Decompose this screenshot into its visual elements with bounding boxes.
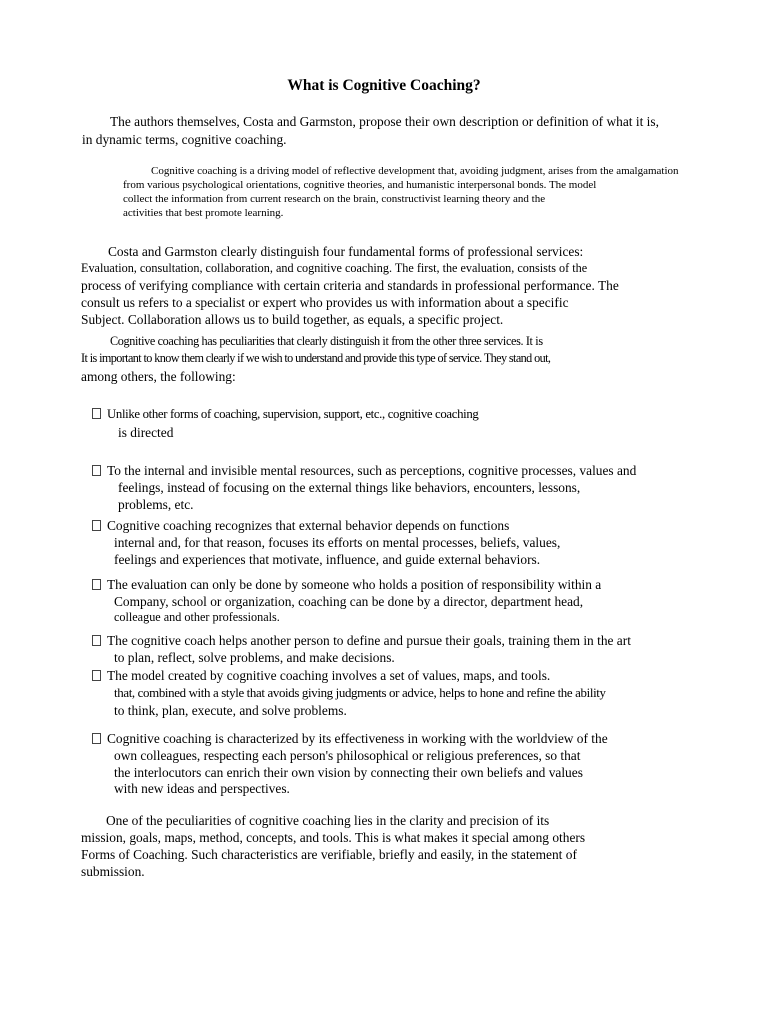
quote-line: collect the information from current research on the brain, constructivist learning theory and the [123, 193, 546, 205]
paragraph-line: It is important to know them clearly if we wish to understand and provide this type of service. They stand out, [81, 351, 551, 365]
bullet-box-icon [92, 635, 101, 646]
quote-line: from various psychological orientations, cognitive theories, and humanistic interpersonal bonds. The model [123, 179, 597, 191]
paragraph-line: One of the peculiarities of cognitive coaching lies in the clarity and precision of its [106, 813, 550, 828]
quote-line: activities that best promote learning. [123, 207, 284, 219]
bullet-continuation: feelings, instead of focusing on the external things like behaviors, encounters, lessons, [118, 480, 581, 495]
intro-line: in dynamic terms, cognitive coaching. [82, 132, 287, 147]
bullet-box-icon [92, 465, 101, 476]
paragraph-line: Subject. Collaboration allows us to build together, as equals, a specific project. [81, 312, 504, 327]
paragraph-line: process of verifying compliance with certain criteria and standards in professional performance. The [81, 278, 619, 293]
bullet-item [92, 576, 601, 593]
bullet-item [92, 462, 636, 479]
bullet-box-icon [92, 670, 101, 681]
bullet-box-icon [92, 579, 101, 590]
bullet-continuation: Company, school or organization, coaching can be done by a director, department head, [114, 594, 584, 609]
paragraph-line: Costa and Garmston clearly distinguish four fundamental forms of professional services: [108, 244, 584, 259]
bullet-text: The evaluation can only be done by someone who holds a position of responsibility within a [107, 577, 602, 592]
bullet-item [92, 406, 478, 423]
bullet-item [92, 730, 608, 747]
bullet-continuation: with new ideas and perspectives. [114, 781, 290, 796]
document-title: What is Cognitive Coaching? [287, 77, 481, 94]
bullet-text: To the internal and invisible mental resources, such as perceptions, cognitive processes, values and [107, 463, 637, 478]
bullet-item [92, 517, 509, 534]
bullet-text: The model created by cognitive coaching involves a set of values, maps, and tools. [107, 668, 551, 683]
quote-line: Cognitive coaching is a driving model of reflective development that, avoiding judgment, arises from the amalgamation [151, 165, 679, 177]
bullet-box-icon [92, 733, 101, 744]
bullet-box-icon [92, 520, 101, 531]
paragraph-line: consult us refers to a specialist or expert who provides us with information about a specific [81, 295, 569, 310]
bullet-text: Cognitive coaching is characterized by its effectiveness in working with the worldview of the [107, 731, 608, 746]
bullet-text: Unlike other forms of coaching, supervision, support, etc., cognitive coaching [107, 407, 479, 421]
bullet-continuation: own colleagues, respecting each person's philosophical or religious preferences, so that [114, 748, 581, 763]
bullet-continuation: to plan, reflect, solve problems, and make decisions. [114, 650, 395, 665]
paragraph-line: Cognitive coaching has peculiarities that clearly distinguish it from the other three services. It is [110, 334, 543, 348]
bullet-continuation: is directed [118, 425, 174, 440]
bullet-continuation: to think, plan, execute, and solve problems. [114, 703, 347, 718]
paragraph-line: mission, goals, maps, method, concepts, and tools. This is what makes it special among others [81, 830, 586, 845]
bullet-continuation: that, combined with a style that avoids giving judgments or advice, helps to hone and refine the ability [114, 686, 606, 700]
bullet-item [92, 667, 550, 684]
paragraph-line: among others, the following: [81, 369, 236, 384]
paragraph-line: Forms of Coaching. Such characteristics are verifiable, briefly and easily, in the statement of [81, 847, 577, 862]
bullet-text: The cognitive coach helps another person to define and pursue their goals, training them in the art [107, 633, 631, 648]
bullet-item [92, 632, 631, 649]
intro-line: The authors themselves, Costa and Garmston, propose their own description or definition of what it is, [110, 114, 659, 129]
bullet-text: Cognitive coaching recognizes that external behavior depends on functions [107, 518, 510, 533]
paragraph-line: Evaluation, consultation, collaboration, and cognitive coaching. The first, the evaluation, consists of the [81, 261, 588, 275]
paragraph-line: submission. [81, 864, 145, 879]
bullet-continuation: internal and, for that reason, focuses its efforts on mental processes, beliefs, values, [114, 535, 561, 550]
bullet-continuation: feelings and experiences that motivate, influence, and guide external behaviors. [114, 552, 541, 567]
bullet-box-icon [92, 408, 101, 419]
bullet-continuation: problems, etc. [118, 497, 194, 512]
bullet-continuation: the interlocutors can enrich their own vision by connecting their own beliefs and values [114, 765, 583, 780]
bullet-continuation: colleague and other professionals. [114, 610, 280, 624]
